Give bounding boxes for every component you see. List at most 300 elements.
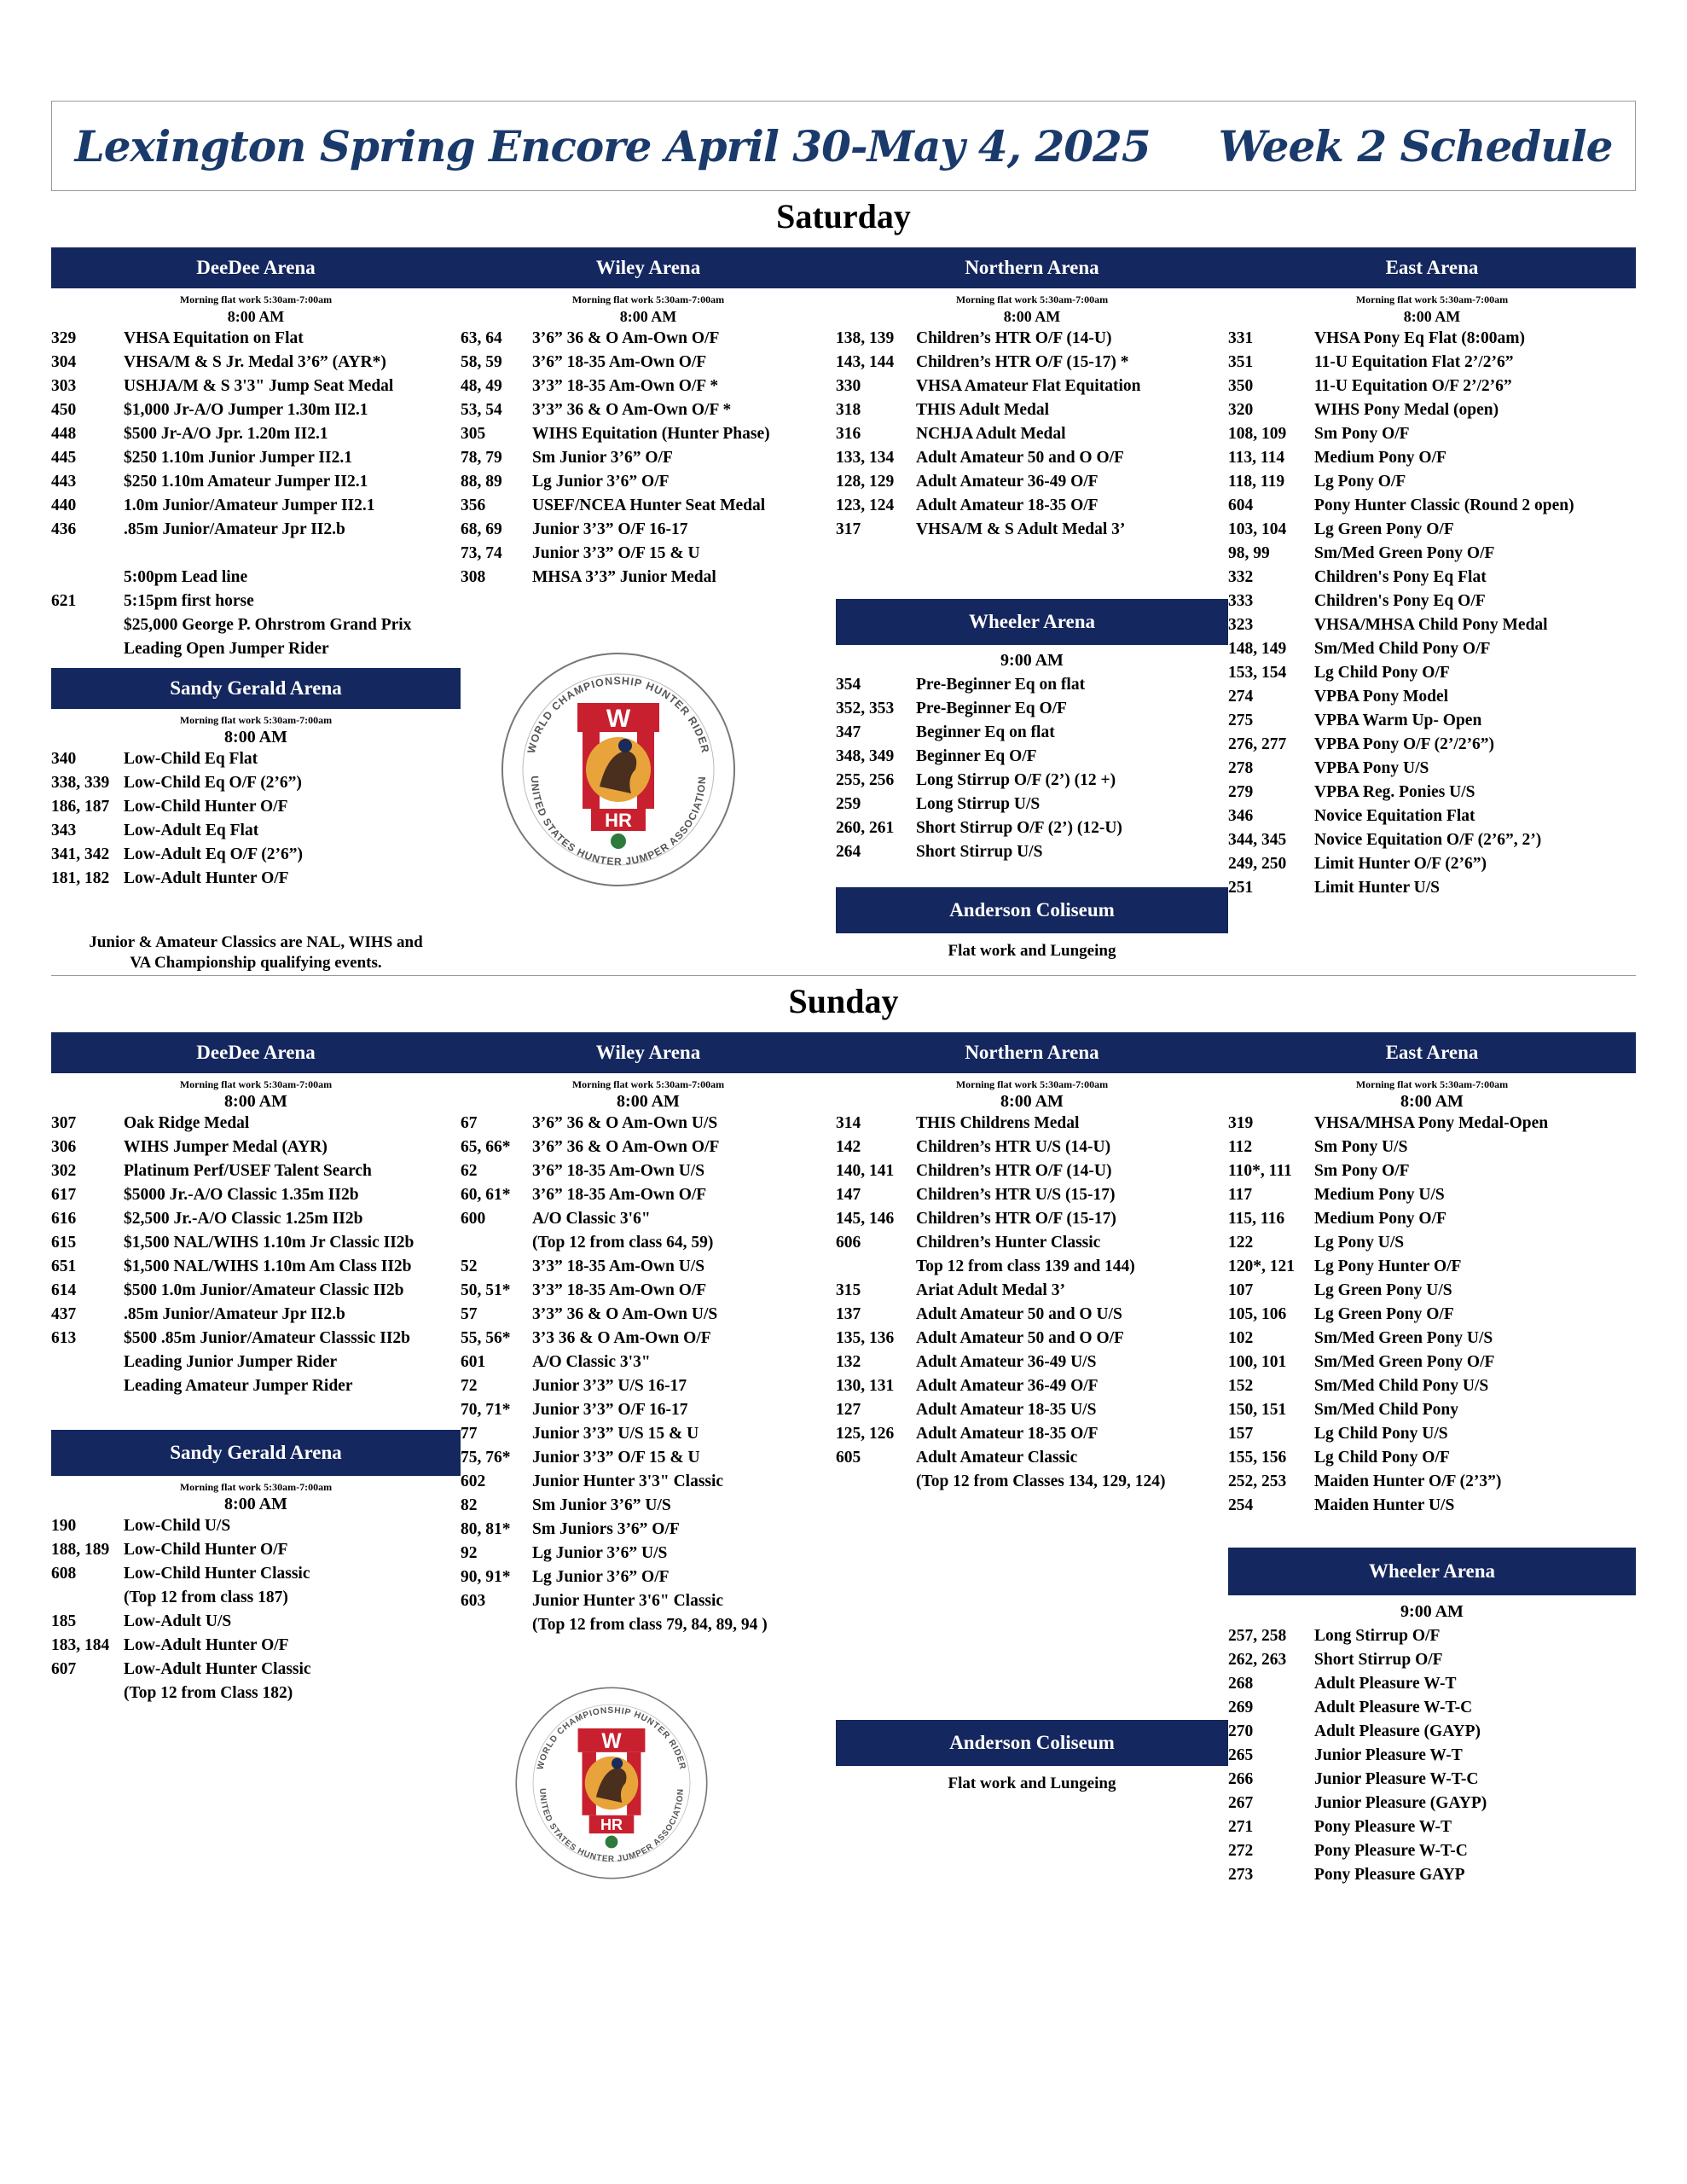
class-row [51,1658,461,1682]
class-number: 331 [1228,329,1254,347]
class-number: 143, 144 [836,353,895,371]
class-name: Lg Pony O/F [1314,473,1406,491]
svg-text:W: W [606,705,631,733]
sun-anderson-header: Anderson Coliseum [836,1720,1228,1766]
flat-work-note: Morning flat work 5:30am-7:00am [1355,293,1509,305]
class-row [461,1518,836,1542]
class-row [836,697,1228,721]
class-name: Adult Pleasure W-T [1314,1675,1457,1693]
class-number: 350 [1228,377,1254,395]
sat-sandy-section [51,668,461,891]
class-number: 67 [461,1114,478,1132]
class-number: 437 [51,1305,77,1323]
class-row [51,1279,461,1303]
class-name: Lg Green Pony O/F [1314,520,1454,538]
sun-sandy-section [51,1430,461,1705]
class-name: Leading Junior Jumper Rider [124,1353,338,1371]
class-name: A/O Classic 3'3" [532,1353,651,1371]
class-name: Sm Junior 3’6” O/F [532,449,673,467]
class-number: 315 [836,1281,861,1299]
qualifying-note-line2: VA Championship qualifying events. [130,954,382,972]
class-name: Adult Amateur 50 and O U/S [916,1305,1122,1323]
class-name: VPBA Warm Up- Open [1314,712,1482,729]
class-row [51,398,461,422]
class-number: 249, 250 [1228,855,1287,873]
class-name: Adult Amateur 36-49 O/F [916,473,1099,491]
class-row [1228,1470,1636,1494]
class-number: 123, 124 [836,497,895,514]
class-row [1228,685,1636,709]
class-row [461,1279,836,1303]
class-row [836,1159,1228,1183]
class-row [461,1303,836,1327]
class-row [836,769,1228,793]
class-name: 3’3” 18-35 Am-Own O/F * [532,377,719,395]
class-list [836,1112,1228,1494]
class-name: VHSA/M & S Jr. Medal 3’6” (AYR*) [124,353,386,371]
sun-deedee-section [51,1032,461,1398]
class-row [51,590,461,613]
svg-text:HR: HR [605,810,632,831]
class-row [836,745,1228,769]
class-name: VHSA Amateur Flat Equitation [916,377,1141,395]
class-row [1228,876,1636,900]
class-number: 613 [51,1329,77,1347]
class-number: 607 [51,1660,77,1678]
class-row [1228,661,1636,685]
class-row [51,446,461,470]
class-number: 436 [51,520,77,538]
class-name: .85m Junior/Amateur Jpr II2.b [124,1305,345,1323]
class-number: 308 [461,568,486,586]
class-number: 341, 342 [51,845,110,863]
class-row [1228,1183,1636,1207]
class-row [51,1231,461,1255]
class-number: 278 [1228,759,1254,777]
class-name: Pony Pleasure W-T-C [1314,1842,1468,1860]
class-name: Pony Hunter Classic (Round 2 open) [1314,497,1574,514]
class-row [461,1589,836,1613]
class-number: 77 [461,1425,478,1443]
class-row [1228,351,1636,375]
class-row [1228,1696,1636,1720]
class-number: 332 [1228,568,1254,586]
saturday-heading: Saturday [776,197,911,235]
class-number: 600 [461,1210,486,1228]
flat-work-note: Morning flat work 5:30am-7:00am [179,1078,333,1090]
class-name: 3’6” 36 & O Am-Own O/F [532,329,720,347]
class-row [1228,422,1636,446]
class-row [51,1634,461,1658]
sat-wiley-header: Wiley Arena [461,247,836,288]
class-row [836,1303,1228,1327]
class-number: 273 [1228,1866,1254,1884]
class-row [51,542,461,566]
class-name: WIHS Jumper Medal (AYR) [124,1138,328,1156]
class-row [51,1610,461,1634]
class-number: 333 [1228,592,1254,610]
class-name: Adult Amateur 18-35 O/F [916,1425,1099,1443]
class-name: Junior Pleasure (GAYP) [1314,1794,1487,1812]
class-number: 305 [461,425,486,443]
class-name: VHSA/MHSA Pony Medal-Open [1314,1114,1549,1132]
class-number [51,566,124,590]
class-row [836,1422,1228,1446]
class-name: Maiden Hunter U/S [1314,1496,1455,1514]
class-number: 264 [836,843,861,861]
class-number [51,1682,124,1705]
class-row [1228,733,1636,757]
sun-east-header: East Arena [1228,1032,1636,1073]
class-number: 601 [461,1353,486,1371]
class-number: 323 [1228,616,1254,634]
class-row [461,1255,836,1279]
class-name: $500 Jr-A/O Jpr. 1.20m II2.1 [124,425,328,443]
class-name: Junior Hunter 3'6" Classic [532,1592,724,1610]
class-list [1228,1624,1636,1887]
sat-wheeler-section [836,599,1228,864]
sun-wheeler-section [1228,1548,1636,1887]
class-row [51,747,461,771]
class-number: 615 [51,1234,77,1252]
class-row [51,1207,461,1231]
class-row [1228,1327,1636,1350]
class-number: 276, 277 [1228,735,1287,753]
class-number: 60, 61* [461,1186,511,1204]
class-row [461,1613,836,1637]
class-name: VHSA Pony Eq Flat (8:00am) [1314,329,1526,347]
class-row [461,518,836,542]
start-time: 8:00 AM [1400,1092,1464,1111]
sat-northern-header: Northern Arena [836,247,1228,288]
class-row [1228,1863,1636,1887]
class-number: 78, 79 [461,449,502,467]
class-number: 148, 149 [1228,640,1287,658]
class-name: Low-Adult Eq O/F (2’6”) [124,845,303,863]
class-name: Low-Child Hunter Classic [124,1565,310,1583]
class-number: 110*, 111 [1228,1162,1292,1180]
class-number: 63, 64 [461,329,502,347]
class-number: 113, 114 [1228,449,1285,467]
class-number: 347 [836,723,861,741]
class-name [124,542,461,566]
class-name: Adult Amateur 18-35 U/S [916,1401,1097,1419]
class-number [51,1586,124,1610]
class-number: 150, 151 [1228,1401,1287,1419]
class-number: 73, 74 [461,544,502,562]
class-list [51,747,461,891]
class-name: Lg Green Pony O/F [1314,1305,1454,1323]
class-name: VHSA/M & S Adult Medal 3’ [916,520,1126,538]
flat-work-note: Morning flat work 5:30am-7:00am [955,293,1109,305]
class-number: 138, 139 [836,329,895,347]
class-name: Low-Adult Hunter O/F [124,869,289,887]
class-name: Junior 3’3” U/S 16-17 [532,1377,687,1395]
class-number: 319 [1228,1114,1254,1132]
class-name: Low-Child U/S [124,1517,231,1535]
class-name: VHSA Equitation on Flat [124,329,304,347]
class-number: 190 [51,1517,77,1535]
class-number: 112 [1228,1138,1253,1156]
class-row [836,1183,1228,1207]
class-number: 157 [1228,1425,1254,1443]
class-number: 80, 81* [461,1520,511,1538]
class-name: 3’6” 36 & O Am-Own U/S [532,1114,718,1132]
class-number: 118, 119 [1228,473,1285,491]
class-row [1228,1374,1636,1398]
sunday-heading: Sunday [788,982,899,1020]
class-list [51,1112,461,1398]
class-row [51,1586,461,1610]
class-name: Pony Pleasure W-T [1314,1818,1452,1836]
class-number: 185 [51,1612,77,1630]
class-name: Ariat Adult Medal 3’ [916,1281,1065,1299]
class-name: Pre-Beginner Eq O/F [916,700,1067,717]
class-row [461,446,836,470]
sun-deedee-header: DeeDee Arena [51,1032,461,1073]
qualifying-note-line1: Junior & Amateur Classics are NAL, WIHS and [89,933,423,951]
class-name: Maiden Hunter O/F (2’3”) [1314,1472,1502,1490]
class-row [1228,757,1636,781]
class-number: 605 [836,1449,861,1467]
class-number: 614 [51,1281,77,1299]
class-name: Children’s HTR O/F (14-U) [916,1162,1112,1180]
class-name: Sm Pony O/F [1314,1162,1410,1180]
class-name: (Top 12 from Classes 134, 129, 124) [916,1472,1166,1490]
class-row [461,1494,836,1518]
class-number [51,1374,124,1398]
class-number: 82 [461,1496,478,1514]
class-row [1228,446,1636,470]
class-number: 186, 187 [51,798,110,816]
class-name: Leading Amateur Jumper Rider [124,1377,353,1395]
class-number: 259 [836,795,861,813]
class-row [836,375,1228,398]
class-row [461,1422,836,1446]
sat-deedee-header: DeeDee Arena [51,247,461,288]
class-number: 133, 134 [836,449,895,467]
class-row [51,1303,461,1327]
class-row [51,1514,461,1538]
class-list [461,327,836,590]
class-number: 188, 189 [51,1541,110,1559]
flat-work-note: Morning flat work 5:30am-7:00am [571,1078,725,1090]
class-number: 271 [1228,1818,1254,1836]
class-name: Sm/Med Child Pony O/F [1314,640,1491,658]
class-name: Lg Green Pony U/S [1314,1281,1452,1299]
class-number: 275 [1228,712,1254,729]
sun-northern-header: Northern Arena [836,1032,1228,1073]
class-name: Lg Child Pony O/F [1314,664,1450,682]
class-number: 445 [51,449,77,467]
class-name: Adult Amateur 50 and O O/F [916,1329,1124,1347]
class-row [1228,1279,1636,1303]
class-row [461,1136,836,1159]
class-row [836,1255,1228,1279]
class-name: Beginner Eq O/F [916,747,1037,765]
class-name: $2,500 Jr.-A/O Classic 1.25m II2b [124,1210,363,1228]
class-row [1228,1398,1636,1422]
class-row [51,470,461,494]
class-row [51,1327,461,1350]
class-number: 317 [836,520,861,538]
class-row [461,398,836,422]
class-row [51,422,461,446]
class-number [51,613,124,637]
class-row [1228,781,1636,804]
class-row [836,494,1228,518]
class-name: Low-Adult U/S [124,1612,232,1630]
class-number: 318 [836,401,861,419]
class-name: Long Stirrup O/F (2’) (12 +) [916,771,1116,789]
sat-east-header: East Arena [1228,247,1636,288]
class-number: 57 [461,1305,478,1323]
class-name: Limit Hunter U/S [1314,879,1440,897]
class-name: 3’3” 18-35 Am-Own O/F [532,1281,707,1299]
class-number: 617 [51,1186,77,1204]
class-list [1228,327,1636,900]
class-number: 147 [836,1186,861,1204]
class-row [51,1538,461,1562]
class-name: USEF/NCEA Hunter Seat Medal [532,497,766,514]
class-number: 262, 263 [1228,1651,1287,1669]
start-time: 9:00 AM [1400,1602,1464,1621]
class-name: Novice Equitation Flat [1314,807,1475,825]
flat-work-note: Morning flat work 5:30am-7:00am [179,293,333,305]
class-name: Platinum Perf/USEF Talent Search [124,1162,372,1180]
class-row [1228,494,1636,518]
class-name: Adult Pleasure W-T-C [1314,1699,1473,1716]
class-row [1228,1839,1636,1863]
class-name: Long Stirrup U/S [916,795,1041,813]
class-number [836,1255,916,1279]
class-row [461,566,836,590]
svg-text:WORLD CHAMPIONSHIP HUNTER RIDE: WORLD CHAMPIONSHIP HUNTER RIDER [525,674,712,755]
class-name: Low-Adult Eq Flat [124,822,259,839]
class-row [836,327,1228,351]
class-row [836,470,1228,494]
class-row [1228,1720,1636,1744]
class-row [1228,1815,1636,1839]
class-name: Adult Amateur 18-35 O/F [916,497,1099,514]
class-row [1228,1255,1636,1279]
start-time: 8:00 AM [617,1092,680,1111]
class-row [51,1112,461,1136]
class-row [836,1398,1228,1422]
class-name: $25,000 George P. Ohrstrom Grand Prix [124,616,412,634]
class-number: 181, 182 [51,869,110,887]
class-row [51,1350,461,1374]
class-number: 120*, 121 [1228,1258,1295,1275]
class-number: 58, 59 [461,353,502,371]
sat-sandy-header: Sandy Gerald Arena [51,668,461,709]
class-number: 252, 253 [1228,1472,1287,1490]
class-name: MHSA 3’3” Junior Medal [532,568,716,586]
class-row [836,793,1228,816]
class-row [1228,1231,1636,1255]
class-row [836,1136,1228,1159]
class-row [836,1279,1228,1303]
class-number: 137 [836,1305,861,1323]
class-name: 3’3 36 & O Am-Own O/F [532,1329,711,1347]
class-number: 122 [1228,1234,1254,1252]
class-row [461,375,836,398]
class-number: 616 [51,1210,77,1228]
class-number: 130, 131 [836,1377,895,1395]
class-row [836,1207,1228,1231]
class-name: Top 12 from class 139 and 144) [916,1258,1135,1275]
start-time: 8:00 AM [619,308,677,325]
class-number: 100, 101 [1228,1353,1287,1371]
flat-work-note: Morning flat work 5:30am-7:00am [179,1481,333,1493]
class-number: 338, 339 [51,774,110,792]
class-row [1228,804,1636,828]
start-time: 8:00 AM [1000,1092,1064,1111]
class-row [836,673,1228,697]
class-name: VPBA Pony U/S [1314,759,1429,777]
class-name: Medium Pony U/S [1314,1186,1445,1204]
class-row [51,1136,461,1159]
class-row [461,1470,836,1494]
class-number: 251 [1228,879,1254,897]
class-row [1228,709,1636,733]
class-number: 90, 91* [461,1568,511,1586]
class-row [51,843,461,867]
class-name: WIHS Pony Medal (open) [1314,401,1499,419]
class-row [461,1350,836,1374]
class-name: (Top 12 from Class 182) [124,1684,293,1702]
class-number: 604 [1228,497,1254,514]
class-number: 351 [1228,353,1254,371]
class-name: VPBA Pony O/F (2’/2’6”) [1314,735,1495,753]
class-name: Junior Pleasure W-T-C [1314,1770,1479,1788]
class-row [1228,542,1636,566]
svg-text:UNITED STATES HUNTER JUMPER AS: UNITED STATES HUNTER JUMPER ASSOCIATION [528,775,709,868]
sun-northern-section [836,1032,1228,1494]
class-name: Low-Child Hunter O/F [124,798,288,816]
class-name: USHJA/M & S 3'3" Jump Seat Medal [124,377,394,395]
svg-text:UNITED STATES HUNTER JUMPER AS: UNITED STATES HUNTER JUMPER ASSOCIATION [537,1788,686,1865]
class-name: Junior 3’3” O/F 16-17 [532,520,688,538]
sun-east-section [1228,1032,1636,1518]
class-number: 108, 109 [1228,425,1287,443]
class-name: 3’3” 36 & O Am-Own O/F * [532,401,732,419]
class-row [836,1327,1228,1350]
class-row [51,613,461,637]
class-row [51,867,461,891]
class-number: 55, 56* [461,1329,511,1347]
class-name: Sm/Med Green Pony U/S [1314,1329,1493,1347]
class-name: Short Stirrup O/F (2’) (12-U) [916,819,1122,837]
class-name: Lg Child Pony U/S [1314,1425,1448,1443]
class-name: 11-U Equitation O/F 2’/2’6” [1314,377,1512,395]
class-number: 266 [1228,1770,1254,1788]
class-row [1228,637,1636,661]
class-row [461,1565,836,1589]
class-name: Children’s HTR U/S (14-U) [916,1138,1111,1156]
class-row [461,327,836,351]
class-row [461,1159,836,1183]
class-row [461,422,836,446]
qualifying-note [51,932,461,973]
class-row [836,1446,1228,1470]
class-list [461,1112,836,1637]
class-number: 125, 126 [836,1425,895,1443]
class-name: Junior 3’3” U/S 15 & U [532,1425,699,1443]
class-row [1228,1768,1636,1792]
class-row [1228,1672,1636,1696]
class-name: $500 .85m Junior/Amateur Classsic II2b [124,1329,411,1347]
